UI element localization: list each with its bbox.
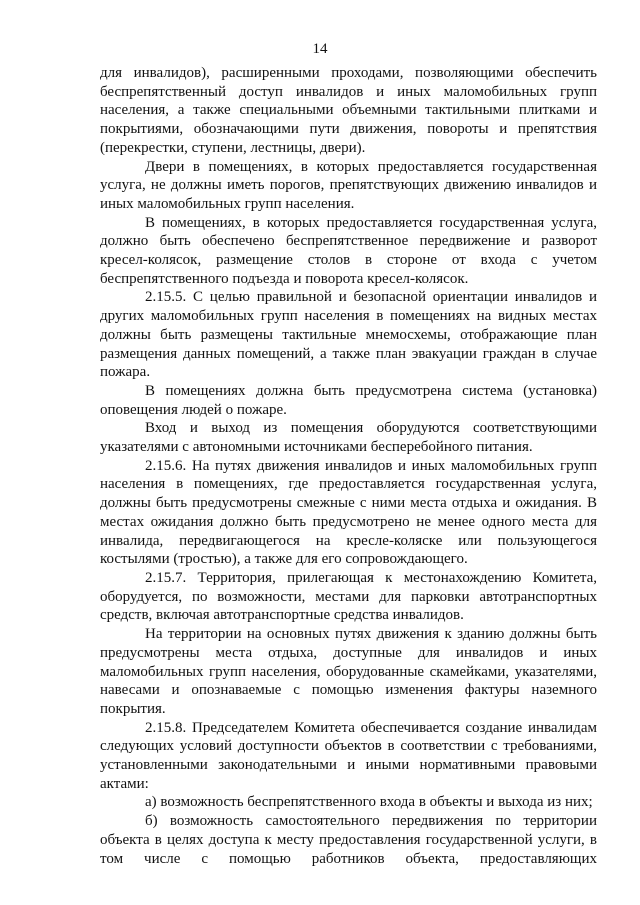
paragraph: 2.15.6. На путях движения инвалидов и иных маломобильных групп населения в помещениях, где предоставляется государственная услуга, должны быть предусмотрены смежные с ними места отдыха и ожидания. В местах ожидания должно быть предусмотрено не менее одного места для инвалида, передвигающегося на кресле-коляске или пользующегося костылями (тростью), а также для его сопровождающего.	[100, 457, 597, 568]
paragraph: Вход и выход из помещения оборудуются соответствующими указателями с автономными источниками бесперебойного питания.	[100, 420, 597, 456]
paragraph: 2.15.5. С целью правильной и безопасной ориентации инвалидов и других маломобильных групп населения в помещениях на видных местах должны быть размещены тактильные мнемосхемы, отображающие план размещения данных помещений, а также план эвакуации граждан в случае пожара.	[100, 289, 597, 381]
body-text	[100, 64, 597, 868]
paragraph: а) возможность беспрепятственного входа в объекты и выхода из них;	[145, 794, 593, 811]
paragraph: 2.15.7. Территория, прилегающая к местонахождению Комитета, оборудуется, по возможности, местами для парковки автотранспортных средств, включая автотранспортные средства инвалидов.	[100, 569, 597, 624]
paragraph: В помещениях должна быть предусмотрена система (установка) оповещения людей о пожаре.	[100, 382, 597, 418]
page-number: 14	[312, 41, 328, 57]
paragraph: На территории на основных путях движения к зданию должны быть предусмотрены места отдыха, доступные для инвалидов и иных маломобильных групп населения, оборудованные скамейками, указателями, навесами и опознаваемые с помощью изменения фактуры наземного покрытия.	[100, 626, 597, 717]
paragraph: б) возможность самостоятельного передвижения по территории объекта в целях доступа к месту предоставления государственной услуги, в том числе с помощью работников объекта, предоставляющих	[100, 813, 597, 867]
paragraph: 2.15.8. Председателем Комитета обеспечивается создание инвалидам следующих условий доступности объектов в соответствии с требованиями, установленными законодательными и иными нормативными правовыми актами:	[100, 719, 597, 792]
paragraph: В помещениях, в которых предоставляется государственная услуга, должно быть обеспечено беспрепятственное передвижение и разворот кресел-колясок, размещение столов в стороне от входа с учетом беспрепятственного подъезда и поворота кресел-колясок.	[100, 214, 597, 287]
paragraph: для инвалидов), расширенными проходами, позволяющими обеспечить беспрепятственный доступ инвалидов и иных маломобильных групп населения, а также специальными объемными тактильными плитками и покрытиями, обозначающими пути движения, повороты и препятствия (перекрестки, ступени, лестницы, двери).	[100, 65, 597, 156]
paragraph: Двери в помещениях, в которых предоставляется государственная услуга, не должны иметь порогов, препятствующих движению инвалидов и иных маломобильных групп населения.	[100, 158, 597, 212]
